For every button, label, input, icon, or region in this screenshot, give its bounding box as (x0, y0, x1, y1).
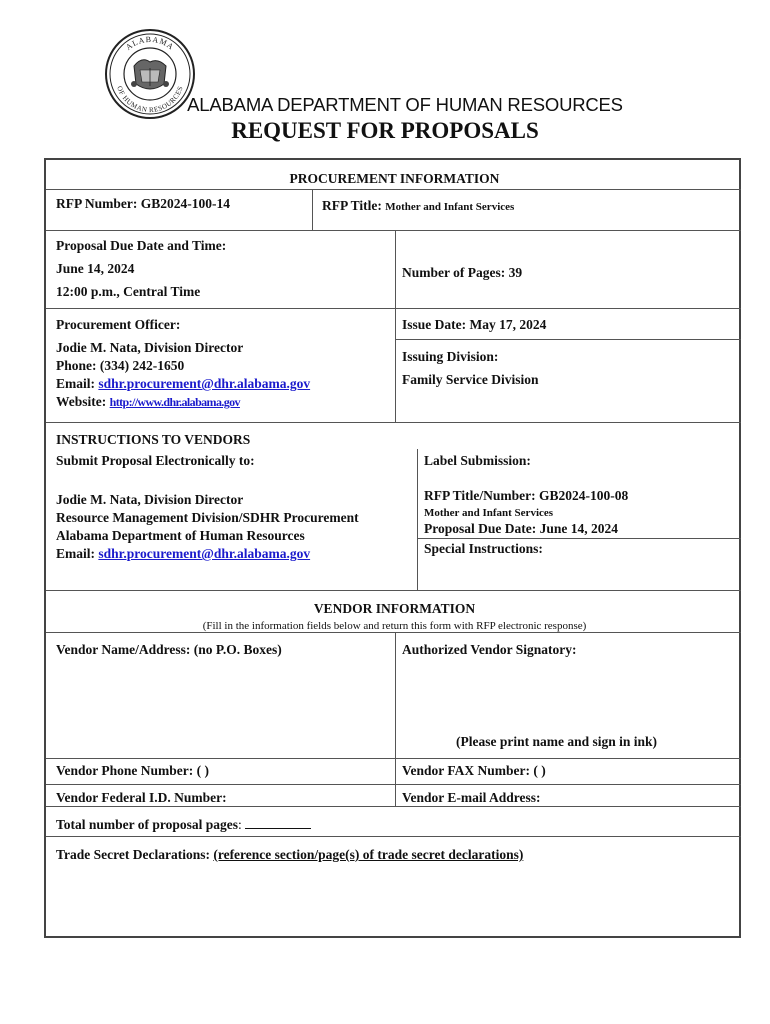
special-instructions: Special Instructions: (424, 541, 543, 556)
contact-division: Resource Management Division/SDHR Procurement (56, 510, 359, 525)
number-of-pages: Number of Pages: 39 (402, 265, 523, 280)
svg-text:ALABAMA: ALABAMA (124, 34, 176, 52)
officer-email-label: Email: (56, 376, 95, 391)
officer-name: Jodie M. Nata, Division Director (56, 340, 244, 355)
issue-date: Issue Date: May 17, 2024 (402, 317, 547, 332)
vendor-signatory-field[interactable]: Authorized Vendor Signatory: (402, 642, 577, 657)
total-pages-blank[interactable] (245, 816, 311, 829)
rfp-form (44, 158, 741, 938)
officer-label: Procurement Officer: (56, 317, 181, 332)
officer-phone: Phone: (334) 242-1650 (56, 358, 185, 373)
trade-secret-reference: (reference section/page(s) of trade secret declarations) (213, 847, 524, 862)
vendor-fax-field[interactable]: Vendor FAX Number: ( ) (402, 763, 546, 778)
issuing-division-label: Issuing Division: (402, 349, 499, 364)
vendor-federal-id-field[interactable]: Vendor Federal I.D. Number: (56, 790, 227, 805)
total-pages-label: Total number of proposal pages (56, 817, 239, 832)
svg-text:OF HUMAN RESOURCES: OF HUMAN RESOURCES (115, 84, 185, 115)
rfp-title-label: RFP Title: (322, 198, 382, 213)
vendor-note: (Fill in the information fields below and return this form with RFP electronic response) (202, 620, 587, 632)
officer-website-label: Website: (56, 394, 107, 409)
due-label: Proposal Due Date and Time: (56, 238, 227, 253)
agency-name: ALABAMA DEPARTMENT OF HUMAN RESOURCES (187, 94, 623, 115)
contact-name: Jodie M. Nata, Division Director (56, 492, 244, 507)
trade-secret-field[interactable] (56, 847, 523, 863)
due-time: 12:00 p.m., Central Time (56, 284, 201, 299)
label-due-date: Proposal Due Date: June 14, 2024 (424, 521, 618, 536)
officer-website-link[interactable]: http://www.dhr.alabama.gov (109, 395, 240, 409)
due-date: June 14, 2024 (56, 261, 135, 276)
vendor-heading: VENDOR INFORMATION (313, 601, 476, 616)
total-pages-field[interactable]: Total number of proposal pages: (56, 816, 311, 833)
contact-email-link[interactable]: sdhr.procurement@dhr.alabama.gov (98, 546, 311, 561)
officer-email (56, 376, 310, 392)
officer-website (56, 394, 240, 410)
submit-label: Submit Proposal Electronically to: (56, 453, 255, 468)
officer-email-link[interactable]: sdhr.procurement@dhr.alabama.gov (98, 376, 311, 391)
vendor-email-field[interactable]: Vendor E-mail Address: (402, 790, 541, 805)
label-rfp-number: RFP Title/Number: GB2024-100-08 (424, 488, 629, 503)
trade-secret-label: Trade Secret Declarations: (56, 847, 210, 862)
print-sign-note: (Please print name and sign in ink) (456, 734, 658, 749)
rfp-title-value: Mother and Infant Services (385, 201, 515, 213)
procurement-heading: PROCUREMENT INFORMATION (289, 171, 500, 186)
issuing-division-value: Family Service Division (402, 372, 539, 387)
document-title: REQUEST FOR PROPOSALS (231, 118, 539, 143)
vendor-phone-field[interactable]: Vendor Phone Number: ( ) (56, 763, 210, 778)
label-submission: Label Submission: (424, 453, 531, 468)
instructions-heading: INSTRUCTIONS TO VENDORS (56, 432, 251, 447)
vendor-name-address-field[interactable]: Vendor Name/Address: (no P.O. Boxes) (56, 642, 282, 657)
label-service: Mother and Infant Services (424, 507, 554, 519)
contact-dept: Alabama Department of Human Resources (56, 528, 305, 543)
contact-email (56, 546, 310, 562)
rfp-title (322, 198, 514, 215)
contact-email-label: Email: (56, 546, 95, 561)
rfp-number: RFP Number: GB2024-100-14 (56, 196, 230, 211)
